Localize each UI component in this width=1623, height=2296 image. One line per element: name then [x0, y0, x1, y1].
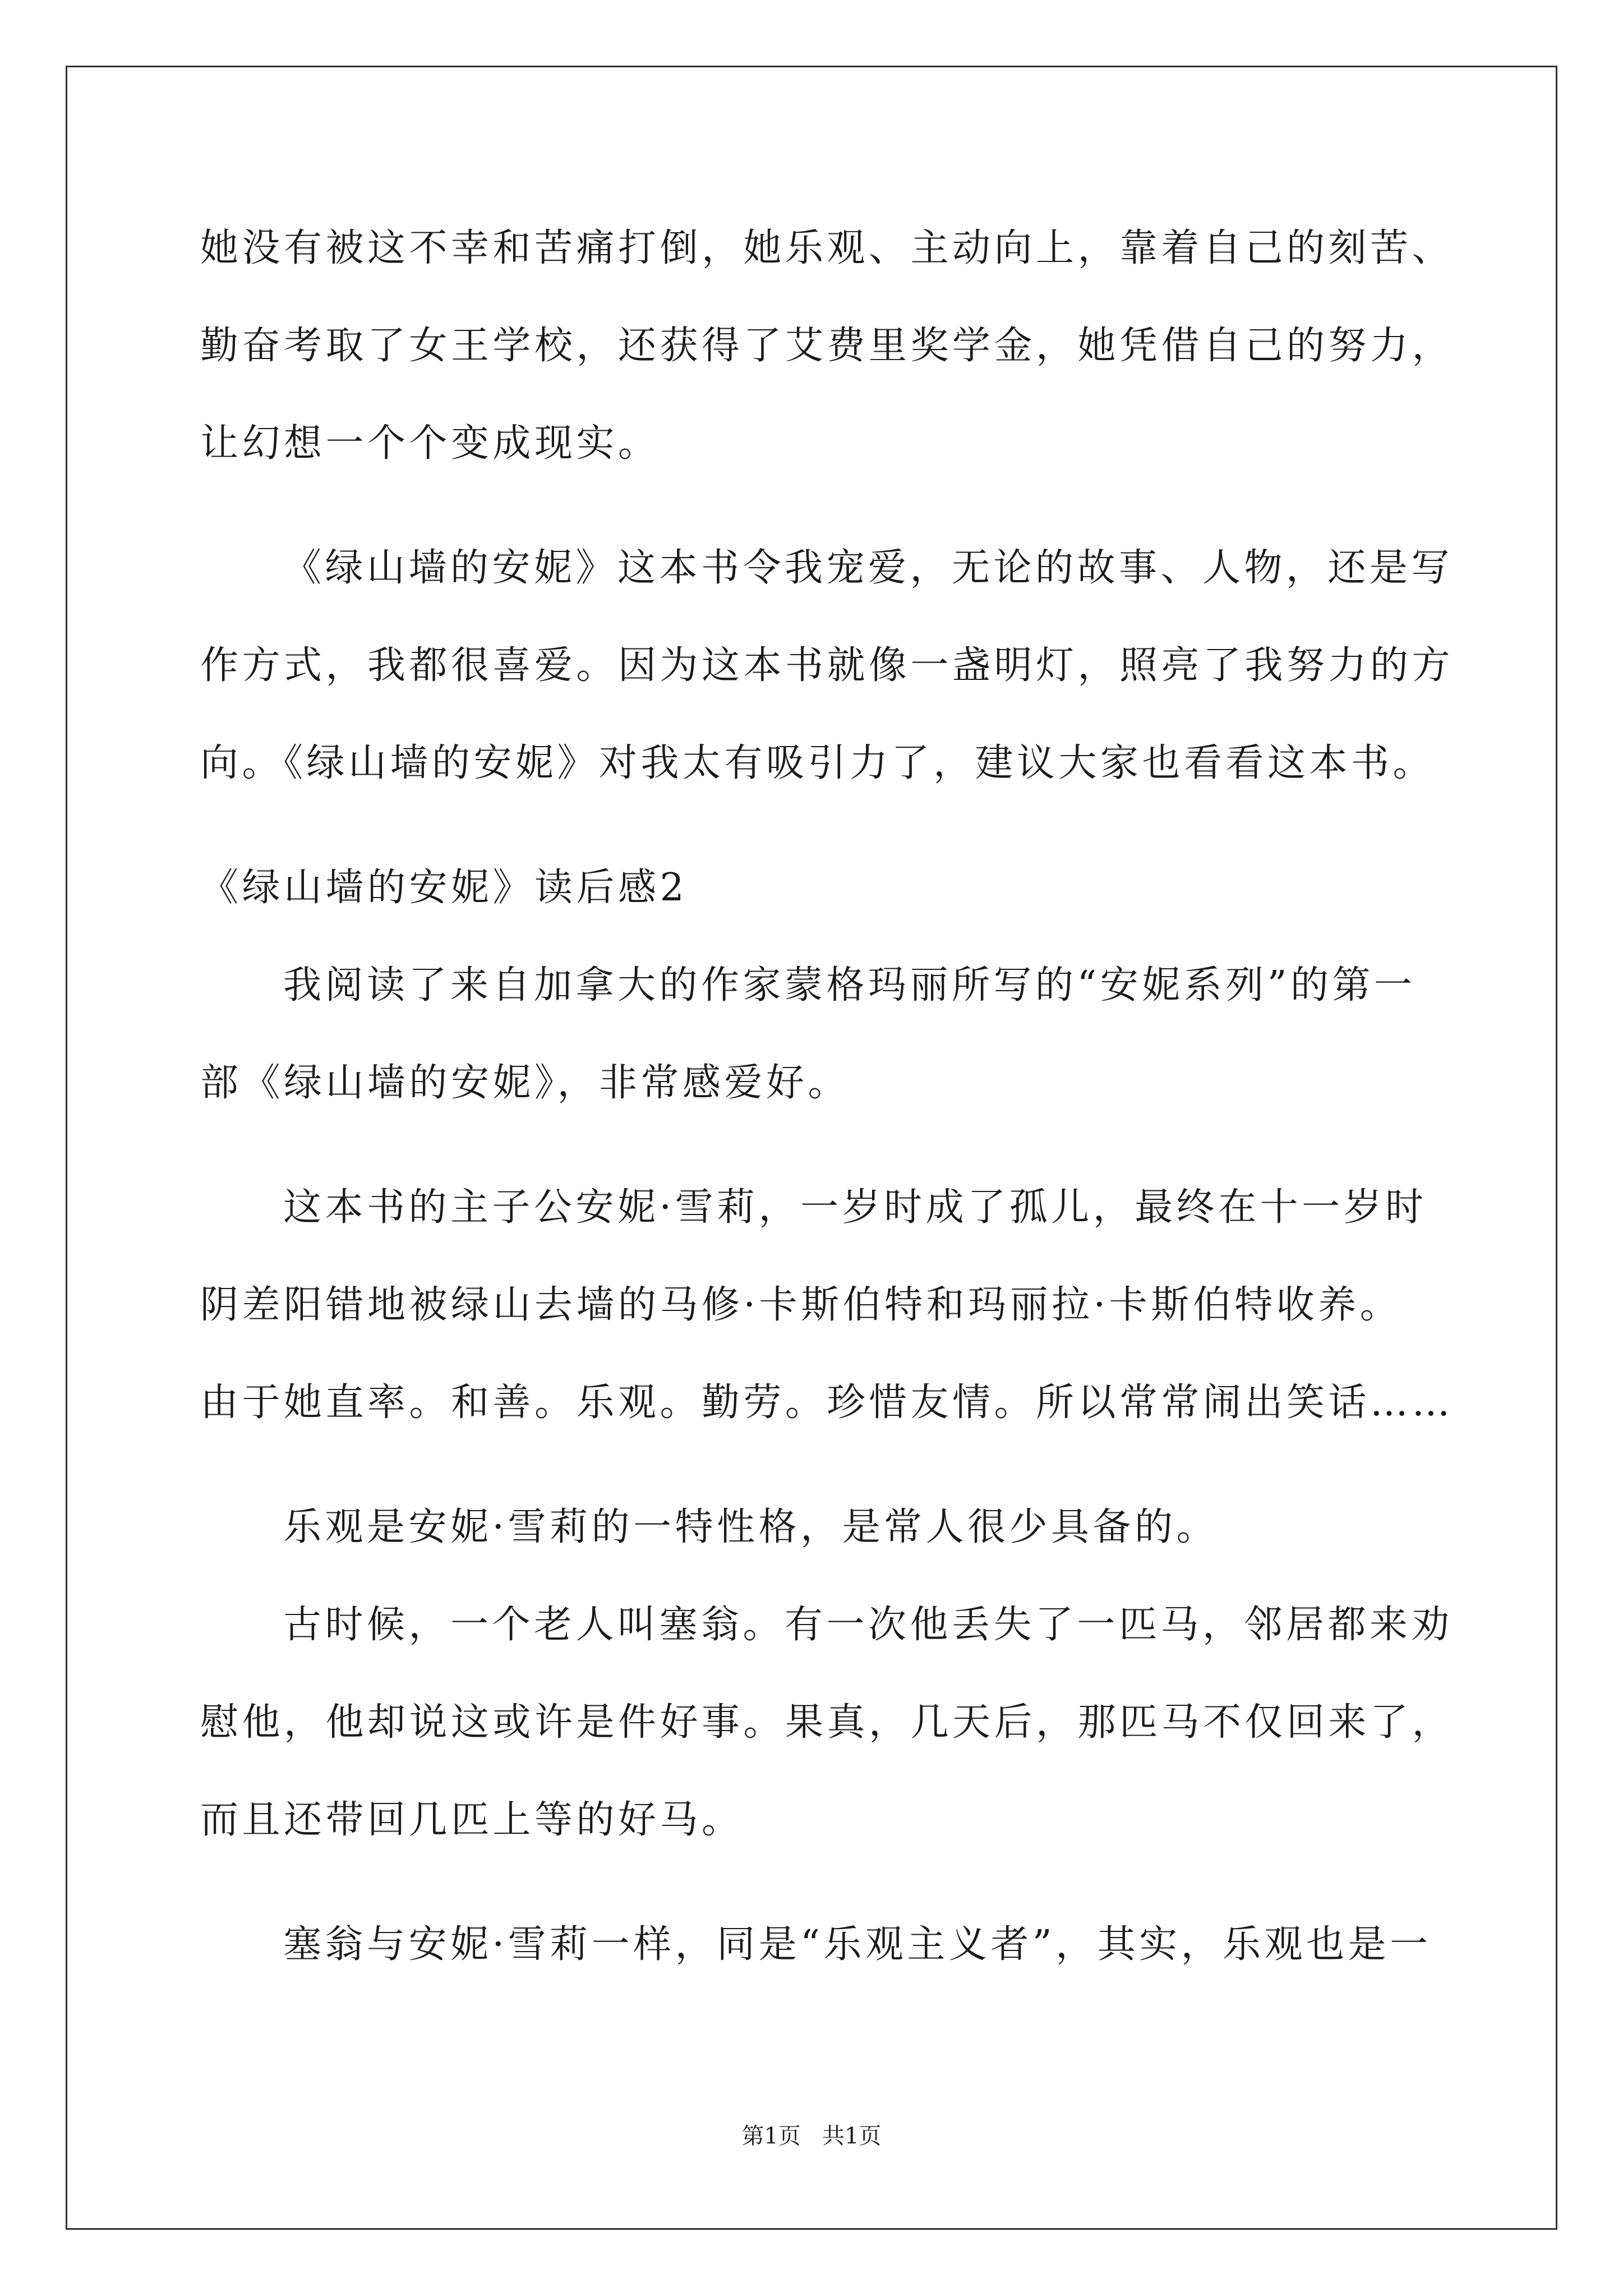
text-line: 阴差阳错地被绿山去墙的马修·卡斯伯特和玛丽拉·卡斯伯特收养。	[200, 1283, 1402, 1327]
paragraph-first-line: 这本书的主子公安妮·雪莉，一岁时成了孤儿，最终在十一岁时	[283, 1185, 1427, 1230]
paragraph-first-line: 我阅读了来自加拿大的作家蒙格玛丽所写的“安妮系列”的第一	[283, 963, 1416, 1007]
text-line: 让幻想一个个变成现实。	[200, 421, 660, 466]
text-line: 而且还带回几匹上等的好马。	[200, 1798, 744, 1842]
page-number-footer: 第1页 共1页	[741, 2123, 882, 2149]
section-heading: 《绿山墙的安妮》读后感2	[200, 866, 688, 910]
text-line: 向。《绿山墙的安妮》对我太有吸引力了，建议大家也看看这本书。	[200, 741, 1435, 785]
paragraph-first-line: 古时候，一个老人叫塞翁。有一次他丢失了一匹马，邻居都来劝	[283, 1603, 1454, 1647]
paragraph-first-line: 《绿山墙的安妮》这本书令我宠爱，无论的故事、人物，还是写	[283, 546, 1454, 590]
text-line: 勤奋考取了女王学校，还获得了艾费里奖学金，她凭借自己的努力，	[200, 324, 1454, 368]
paragraph-first-line: 塞翁与安妮·雪莉一样，同是“乐观主义者”，其实，乐观也是一	[283, 1922, 1432, 1967]
text-line: 由于她直率。和善。乐观。勤劳。珍惜友情。所以常常闹出笑话……	[200, 1381, 1454, 1425]
text-line: 部《绿山墙的安妮》，非常感爱好。	[200, 1061, 850, 1105]
text-line: 慰他，他却说这或许是件好事。果真，几天后，那匹马不仅回来了，	[200, 1700, 1454, 1745]
text-line: 作方式，我都很喜爱。因为这本书就像一盏明灯，照亮了我努力的方	[200, 643, 1454, 688]
text-line: 她没有被这不幸和苦痛打倒，她乐观、主动向上，靠着自己的刻苦、	[200, 226, 1454, 270]
paragraph-first-line: 乐观是安妮·雪莉的一特性格，是常人很少具备的。	[283, 1505, 1219, 1549]
page-border	[66, 66, 1557, 2230]
